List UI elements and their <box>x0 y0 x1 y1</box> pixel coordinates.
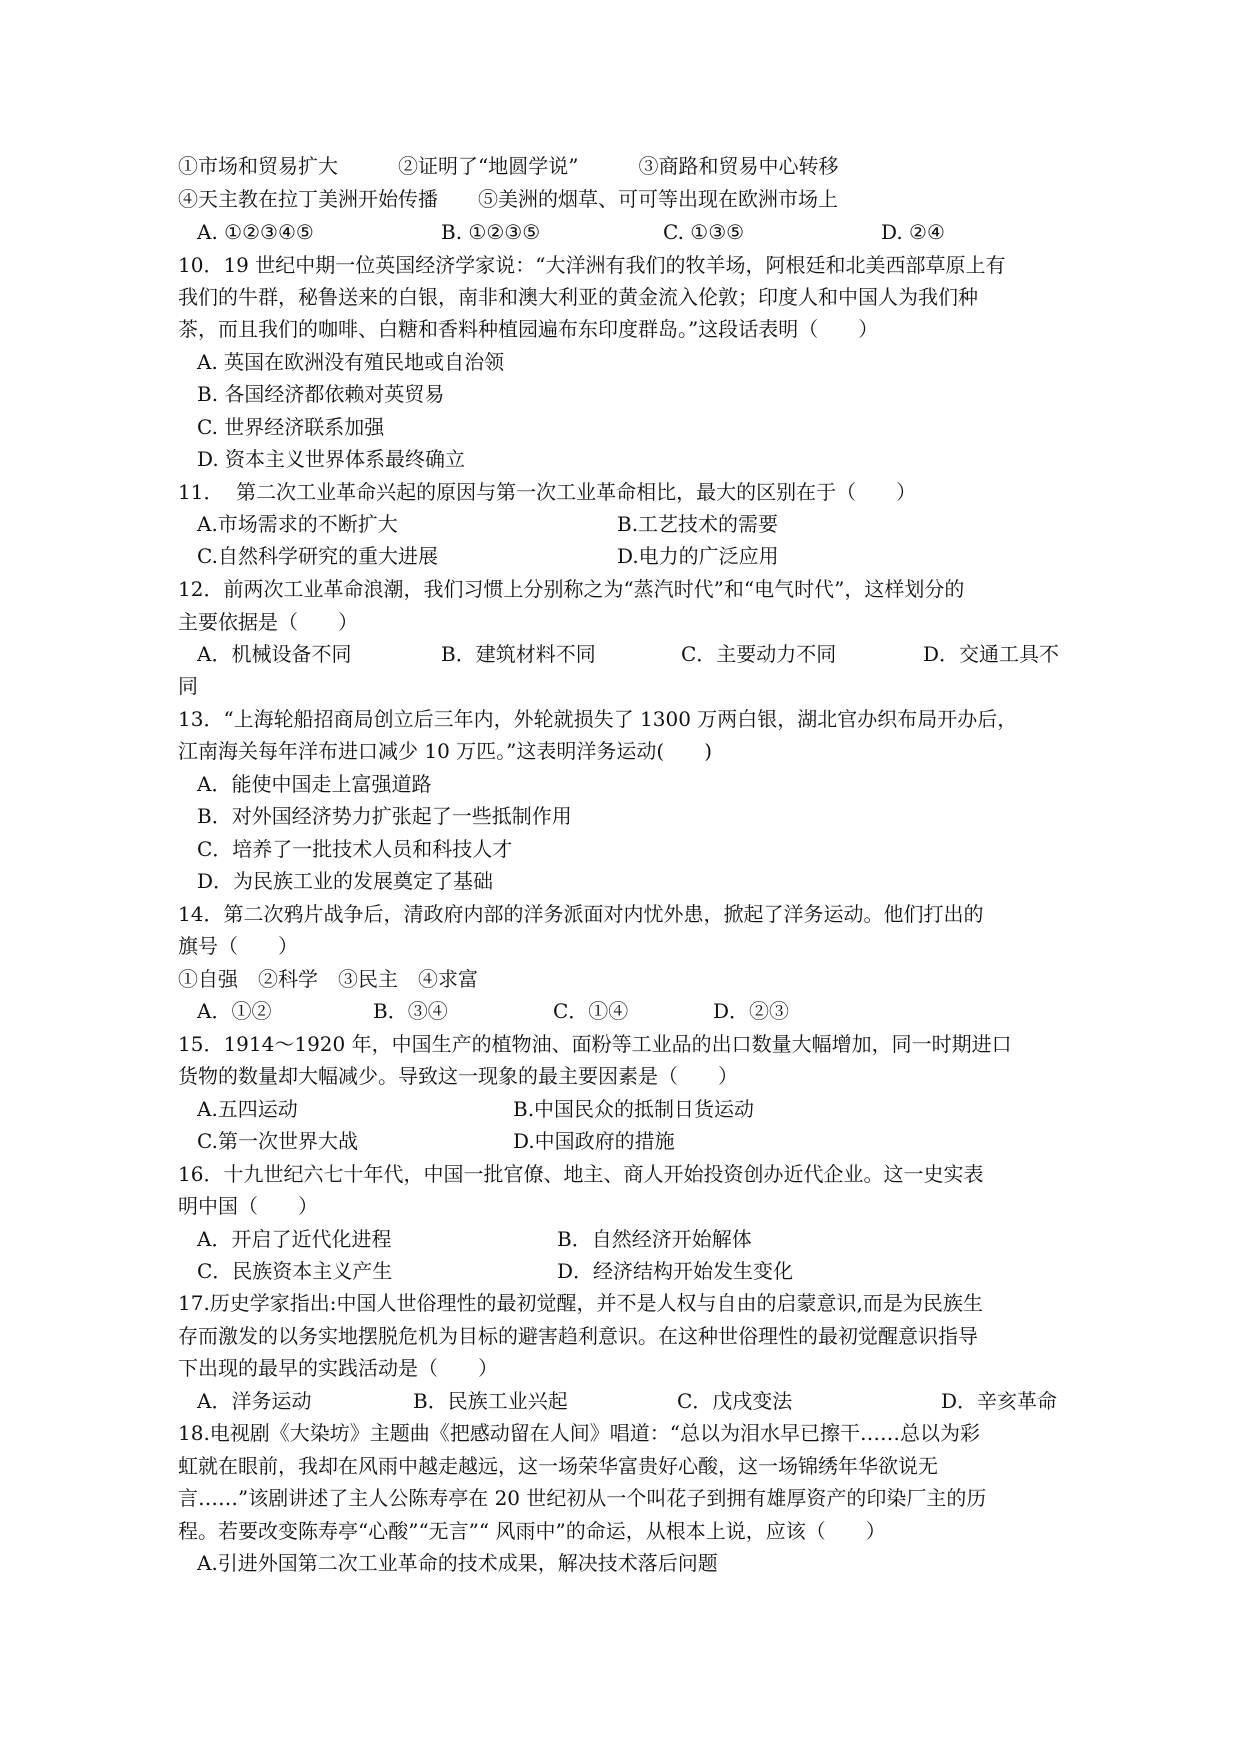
q9-option-c: C. ①③⑤ <box>663 220 745 244</box>
q10-stem-line-3: 茶，而且我们的咖啡、白糖和香料种植园遍布东印度群岛。”这段话表明（ ） <box>178 317 879 341</box>
q9-statements-line-1: ①市场和贸易扩大 ②证明了“地圆学说” ③商路和贸易中心转移 <box>178 154 839 178</box>
q10-stem-line-2: 我们的牛群，秘鲁送来的白银，南非和澳大利亚的黄金流入伦敦；印度人和中国人为我们种 <box>178 285 978 309</box>
q10-option-c: C. 世界经济联系加强 <box>197 415 385 439</box>
q16-stem-line-1: 16．十九世纪六七十年代，中国一批官僚、地主、商人开始投资创办近代企业。这一史实表 <box>178 1162 984 1186</box>
q14-option-c: C．①④ <box>553 999 629 1023</box>
q12-stem-line-1: 12．前两次工业革命浪潮，我们习惯上分别称之为“蒸汽时代”和“电气时代”，这样划分的 <box>178 577 965 601</box>
q18-stem-line-3: 言……”该剧讲述了主人公陈寿亭在 20 世纪初从一个叫花子到拥有雄厚资产的印染厂主的历 <box>178 1486 987 1510</box>
q12-option-a: A．机械设备不同 <box>197 642 352 666</box>
q15-option-d: D.中国政府的措施 <box>513 1129 675 1153</box>
q9-option-a: A. ①②③④⑤ <box>197 220 314 244</box>
q10-option-a: A. 英国在欧洲没有殖民地或自治领 <box>197 350 505 374</box>
q14-option-b: B．③④ <box>373 999 448 1023</box>
q16-option-a: A．开启了近代化进程 <box>197 1227 392 1251</box>
q13-option-a: A．能使中国走上富强道路 <box>197 772 432 796</box>
q12-option-c: C．主要动力不同 <box>681 642 837 666</box>
q17-option-d: D．辛亥革命 <box>941 1389 1058 1413</box>
q16-stem-line-2: 明中国（ ） <box>178 1194 318 1218</box>
q15-stem-line-2: 货物的数量却大幅减少。导致这一现象的最主要因素是（ ） <box>178 1064 738 1088</box>
q17-option-b: B．民族工业兴起 <box>413 1389 568 1413</box>
q10-stem-line-1: 10．19 世纪中期一位英国经济学家说：“大洋洲有我们的牧羊场，阿根廷和北美西部草原上有 <box>178 253 1006 277</box>
q17-stem-line-2: 存而激发的以务实地摆脱危机为目标的避害趋利意识。在这种世俗理性的最初觉醒意识指导 <box>178 1324 978 1348</box>
q18-stem-line-2: 虹就在眼前，我却在风雨中越走越远，这一场荣华富贵好心酸，这一场锦绣年华欲说无 <box>178 1454 938 1478</box>
q11-option-d: D.电力的广泛应用 <box>617 544 779 568</box>
q14-option-d: D．②③ <box>713 999 790 1023</box>
q12-option-d: D．交通工具不 <box>923 642 1060 666</box>
q16-option-c: C．民族资本主义产生 <box>197 1259 393 1283</box>
q17-option-c: C．戊戌变法 <box>677 1389 793 1413</box>
q12-option-d-wrap: 同 <box>178 674 198 698</box>
q17-option-a: A．洋务运动 <box>197 1389 312 1413</box>
q17-stem-line-1: 17.历史学家指出:中国人世俗理性的最初觉醒，并不是人权与自由的启蒙意识,而是为民族生 <box>178 1291 983 1315</box>
q14-option-a: A．①② <box>197 999 272 1023</box>
q12-option-b: B．建筑材料不同 <box>441 642 596 666</box>
q13-option-d: D．为民族工业的发展奠定了基础 <box>197 869 494 893</box>
q13-option-c: C．培养了一批技术人员和科技人才 <box>197 837 513 861</box>
q15-option-b: B.中国民众的抵制日货运动 <box>513 1097 755 1121</box>
q16-option-b: B．自然经济开始解体 <box>557 1227 752 1251</box>
q12-stem-line-2: 主要依据是（ ） <box>178 610 358 634</box>
q13-stem-line-1: 13．“上海轮船招商局创立后三年内，外轮就损失了 1300 万两白银，湖北官办织布局开办后， <box>178 707 1018 731</box>
q9-option-b: B. ①②③⑤ <box>441 220 541 244</box>
q11-option-a: A.市场需求的不断扩大 <box>197 512 398 536</box>
q15-stem-line-1: 15．1914～1920 年，中国生产的植物油、面粉等工业品的出口数量大幅增加，同一时期进口 <box>178 1032 1012 1056</box>
q15-option-a: A.五四运动 <box>197 1097 298 1121</box>
q13-option-b: B．对外国经济势力扩张起了一些抵制作用 <box>197 804 572 828</box>
q14-stem-line-2: 旗号（ ） <box>178 934 298 958</box>
q14-statements: ①自强 ②科学 ③民主 ④求富 <box>178 967 478 991</box>
q11-stem: 11． 第二次工业革命兴起的原因与第一次工业革命相比，最大的区别在于（ ） <box>178 480 917 504</box>
q10-option-d: D. 资本主义世界体系最终确立 <box>197 447 466 471</box>
q10-option-b: B. 各国经济都依赖对英贸易 <box>197 382 445 406</box>
q13-stem-line-2: 江南海关每年洋布进口减少 10 万匹。”这表明洋务运动( ) <box>178 739 712 763</box>
q18-option-a: A.引进外国第二次工业革命的技术成果，解决技术落后问题 <box>197 1551 718 1575</box>
q9-option-d: D. ②④ <box>881 220 945 244</box>
q18-stem-line-1: 18.电视剧《大染坊》主题曲《把感动留在人间》唱道：“总以为泪水早已擦干……总以为彩 <box>178 1421 981 1445</box>
q17-stem-line-3: 下出现的最早的实践活动是（ ） <box>178 1356 498 1380</box>
q11-option-c: C.自然科学研究的重大进展 <box>197 544 438 568</box>
q11-option-b: B.工艺技术的需要 <box>617 512 779 536</box>
q14-stem-line-1: 14．第二次鸦片战争后，清政府内部的洋务派面对内忧外患，掀起了洋务运动。他们打出的 <box>178 902 984 926</box>
q9-statements-line-2: ④天主教在拉丁美洲开始传播 ⑤美洲的烟草、可可等出现在欧洲市场上 <box>178 187 838 211</box>
q16-option-d: D．经济结构开始发生变化 <box>557 1259 794 1283</box>
q18-stem-line-4: 程。若要改变陈寿亭“心酸”“无言”“ 风雨中”的命运，从根本上说，应该（ ） <box>178 1519 886 1543</box>
q15-option-c: C.第一次世界大战 <box>197 1129 358 1153</box>
